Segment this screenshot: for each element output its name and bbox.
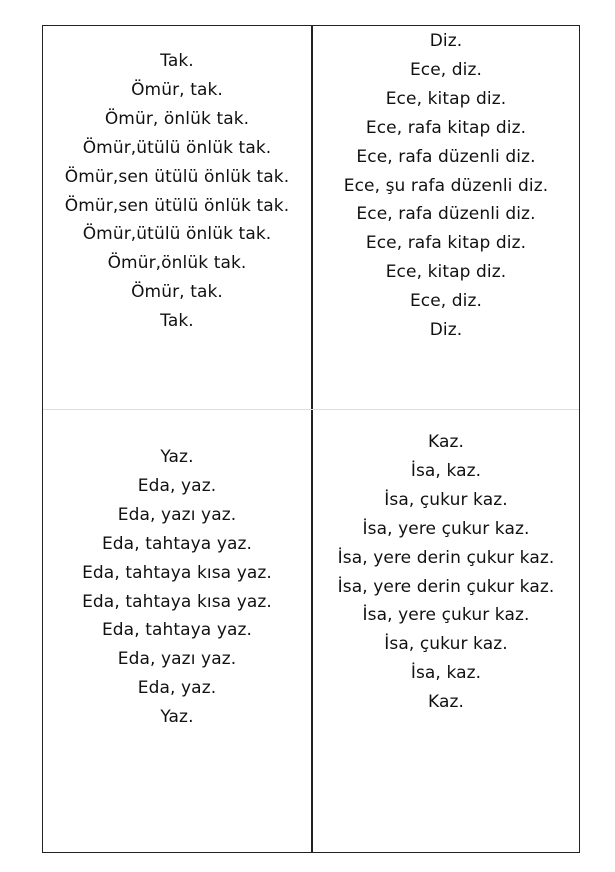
text-line: İsa, yere derin çukur kaz. [337,576,555,597]
text-line: İsa, yere çukur kaz. [362,518,530,539]
text-line: Eda, tahtaya yaz. [101,620,253,641]
text-line: Eda, yazı yaz. [117,504,237,525]
text-line: Eda, yaz. [137,475,217,496]
tak-text-block [43,47,311,336]
text-line: Ömür,ütülü önlük tak. [82,224,272,245]
text-line: Ömür, önlük tak. [104,108,250,129]
text-line: Eda, yaz. [137,678,217,699]
text-line: Tak. [160,51,194,71]
text-line: Kaz. [428,432,464,452]
text-line: Yaz. [160,447,194,467]
text-line: Kaz. [428,692,464,713]
text-line: Ömür, tak. [131,79,223,100]
text-line: Ece, kitap diz. [385,262,507,283]
text-line: Ömür,ütülü önlük tak. [82,137,272,158]
text-line: Ece, diz. [409,291,483,312]
kaz-text-block [312,428,580,717]
text-line: İsa, kaz. [410,460,482,481]
text-line: Eda, yazı yaz. [117,649,237,670]
text-line: Ece, rafa kitap diz. [365,117,527,138]
text-line: Tak. [160,311,194,332]
text-line: Ece, şu rafa düzenli diz. [343,175,549,196]
diz-text-block [312,27,580,345]
worksheet-table [42,25,580,853]
text-line: Ömür, tak. [131,282,223,303]
text-line: Diz. [429,31,463,51]
text-line: Ömür,sen ütülü önlük tak. [64,195,290,216]
text-line: Eda, tahtaya kısa yaz. [82,562,272,583]
text-line: Ece, kitap diz. [385,88,507,109]
text-line: İsa, yere derin çukur kaz. [337,547,555,568]
yaz-text-block [43,443,311,732]
text-line: Ece, rafa kitap diz. [365,233,527,254]
text-line: Ece, rafa düzenli diz. [356,146,536,167]
text-line: Diz. [429,320,463,341]
text-line: Eda, tahtaya kısa yaz. [82,591,272,612]
text-line: Ömür,önlük tak. [107,253,247,274]
text-line: İsa, yere çukur kaz. [362,605,530,626]
text-line: İsa, kaz. [410,663,482,684]
text-line: İsa, çukur kaz. [384,634,508,655]
text-line: Eda, tahtaya yaz. [101,533,253,554]
text-line: Ece, rafa düzenli diz. [356,204,536,225]
text-line: Ece, diz. [409,59,483,80]
text-line: Ömür,sen ütülü önlük tak. [64,166,290,187]
text-line: Yaz. [160,707,194,728]
text-line: İsa, çukur kaz. [384,489,508,510]
row-divider [43,409,579,410]
